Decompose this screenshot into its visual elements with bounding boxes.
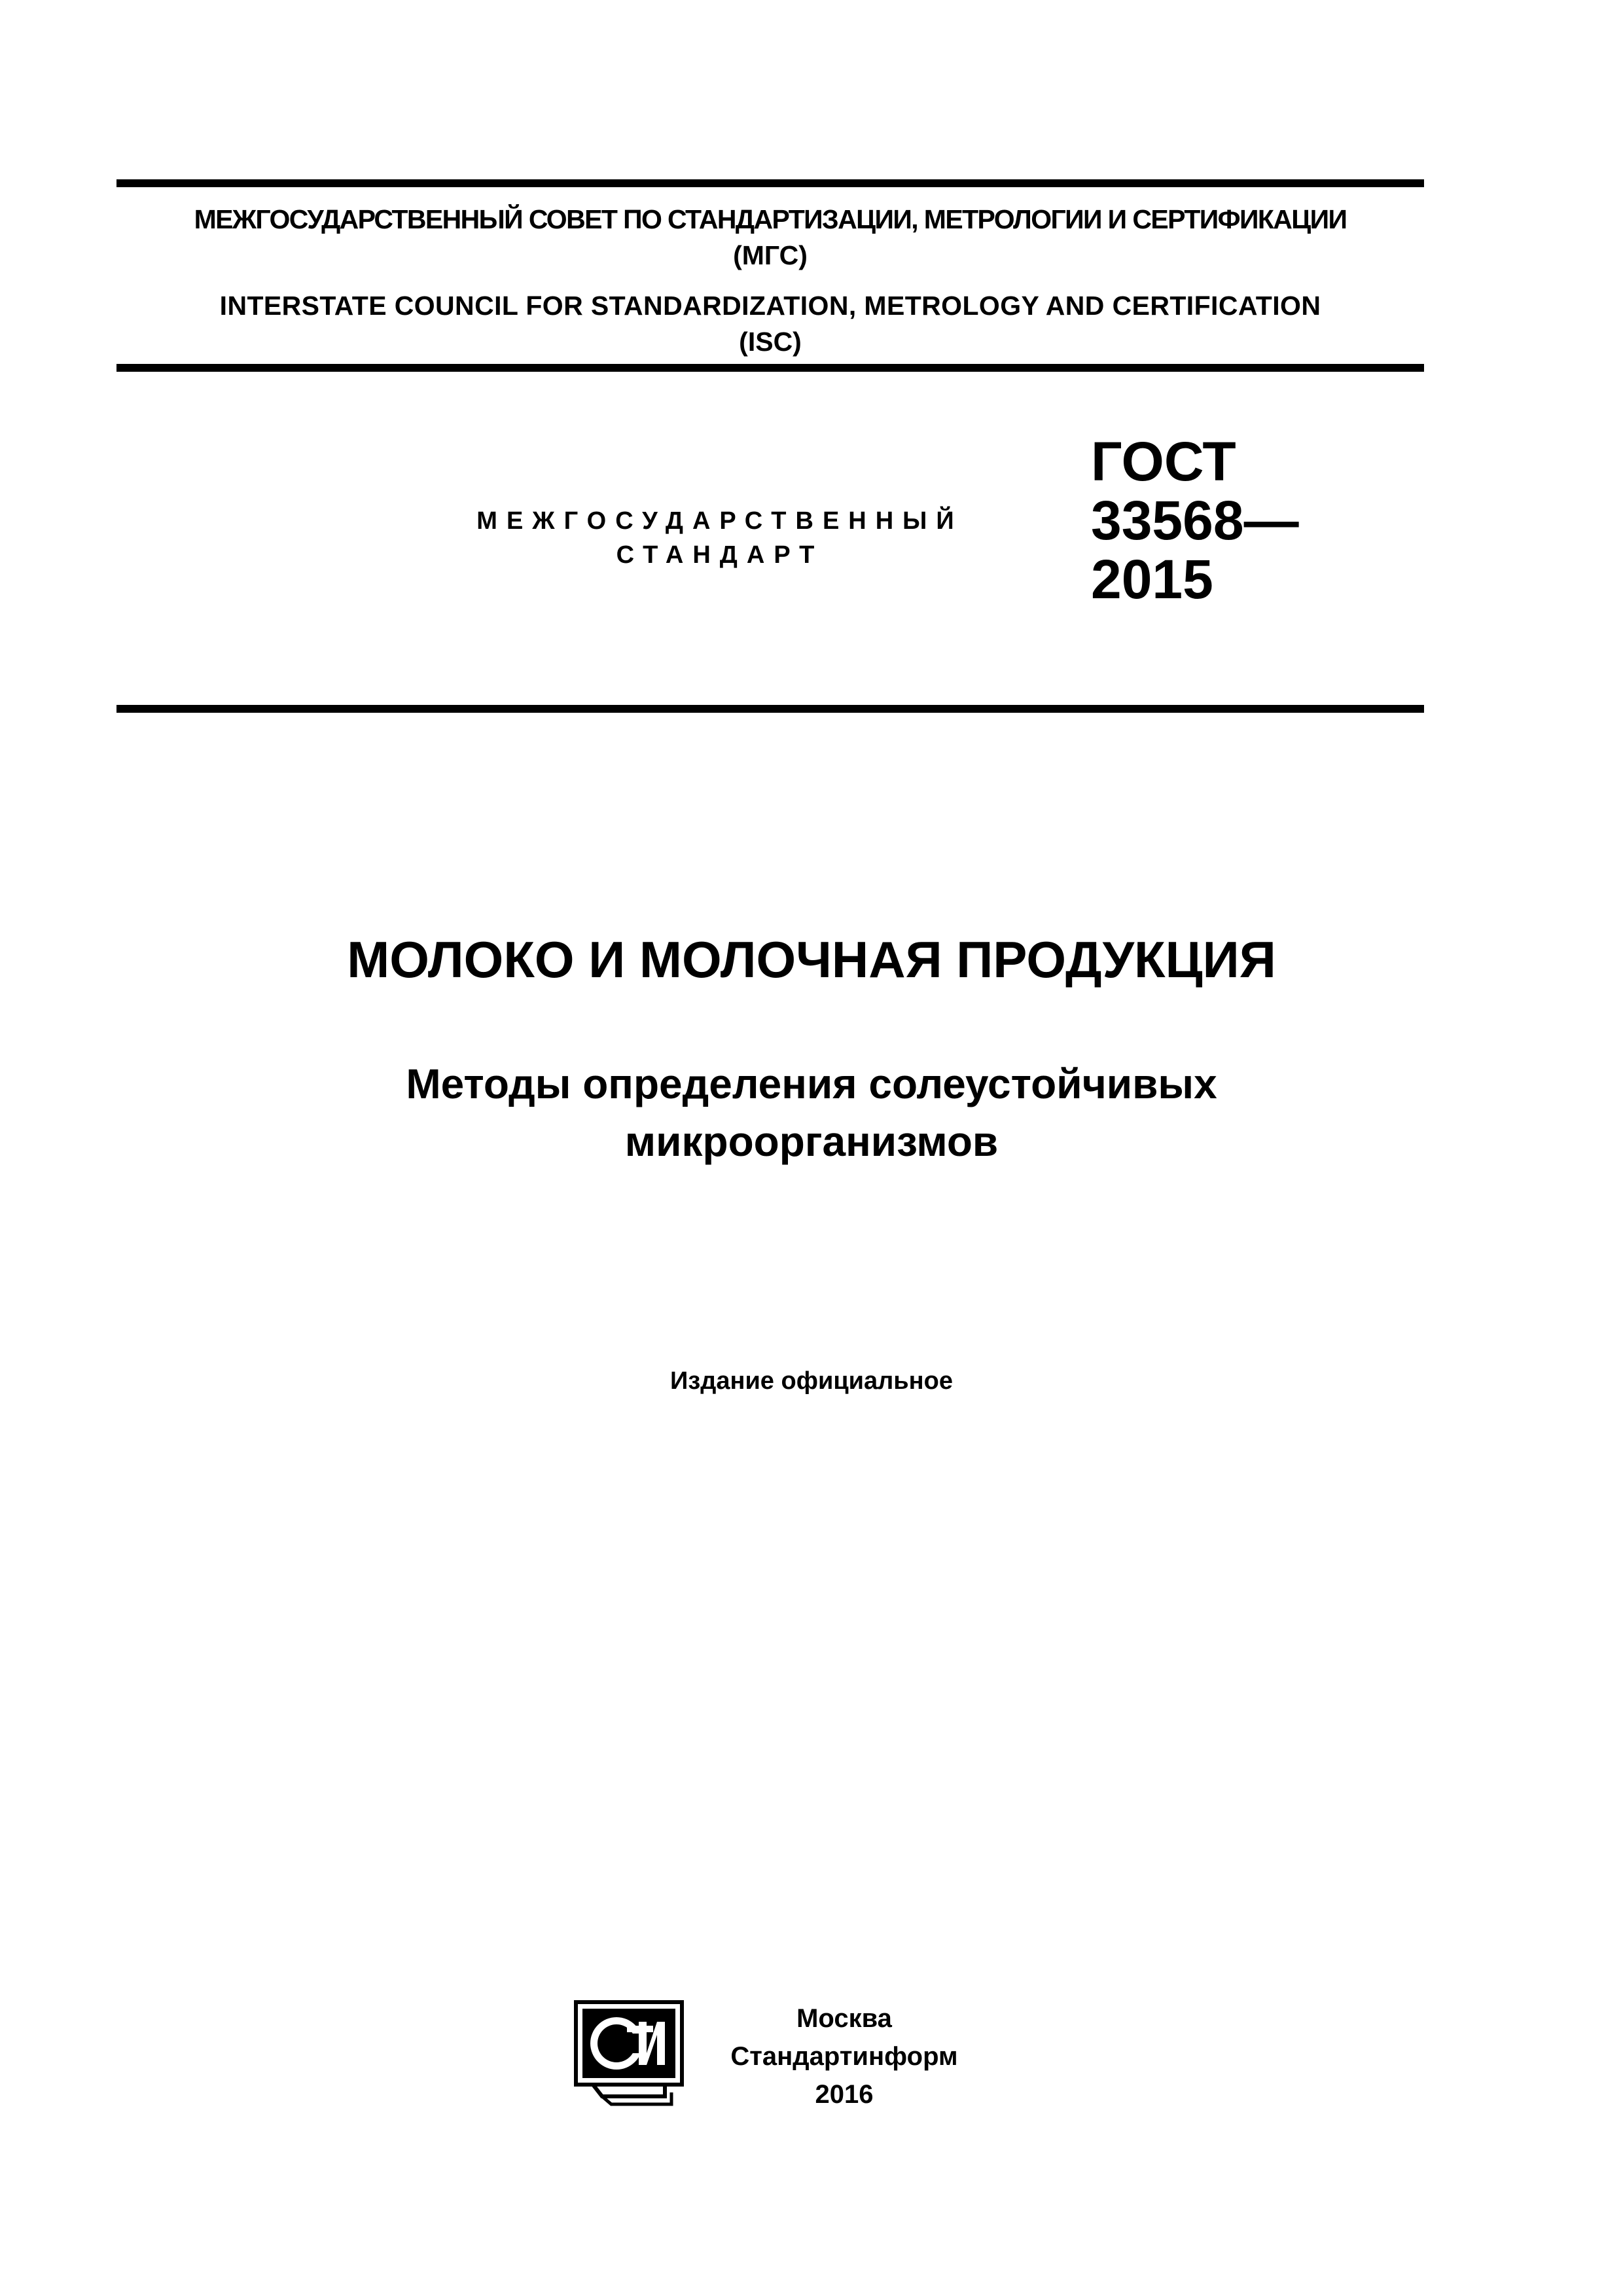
standard-type-line2: СТАНДАРТ — [616, 541, 824, 569]
gost-number: 33568— — [1091, 490, 1299, 551]
council-name-en: INTERSTATE COUNCIL FOR STANDARDIZATION, METROLOGY AND CERTIFICATION — [219, 291, 1321, 321]
publisher-year: 2016 — [815, 2080, 874, 2109]
document-subtitle — [0, 1055, 1623, 1170]
header-divider — [116, 364, 1424, 372]
council-abbr-ru: (МГС) — [733, 240, 808, 270]
gost-year: 2015 — [1091, 548, 1213, 610]
document-subtitle-line1: Методы определения солеустойчивых — [406, 1060, 1217, 1107]
standartinform-logo-icon — [573, 2000, 685, 2111]
document-title: МОЛОКО И МОЛОЧНАЯ ПРОДУКЦИЯ — [347, 931, 1276, 988]
publisher-name: Стандартинформ — [730, 2042, 958, 2071]
council-abbr-en: (ISC) — [739, 327, 802, 357]
gost-label: ГОСТ — [1091, 431, 1236, 492]
standard-type-line1: МЕЖГОСУДАРСТВЕННЫЙ — [476, 507, 963, 535]
gost-designation — [1091, 432, 1299, 609]
publisher-info — [694, 2000, 995, 2113]
top-divider — [116, 179, 1424, 187]
document-subtitle-line2: микроорганизмов — [624, 1118, 999, 1165]
standard-type — [432, 504, 1008, 572]
publisher-city: Москва — [796, 2004, 892, 2033]
designation-divider — [116, 705, 1424, 713]
council-name-ru: МЕЖГОСУДАРСТВЕННЫЙ СОВЕТ ПО СТАНДАРТИЗАЦИИ, МЕТРОЛОГИИ И СЕРТИФИКАЦИИ — [194, 204, 1347, 234]
council-header — [116, 202, 1424, 360]
edition-note: Издание официальное — [670, 1367, 953, 1395]
